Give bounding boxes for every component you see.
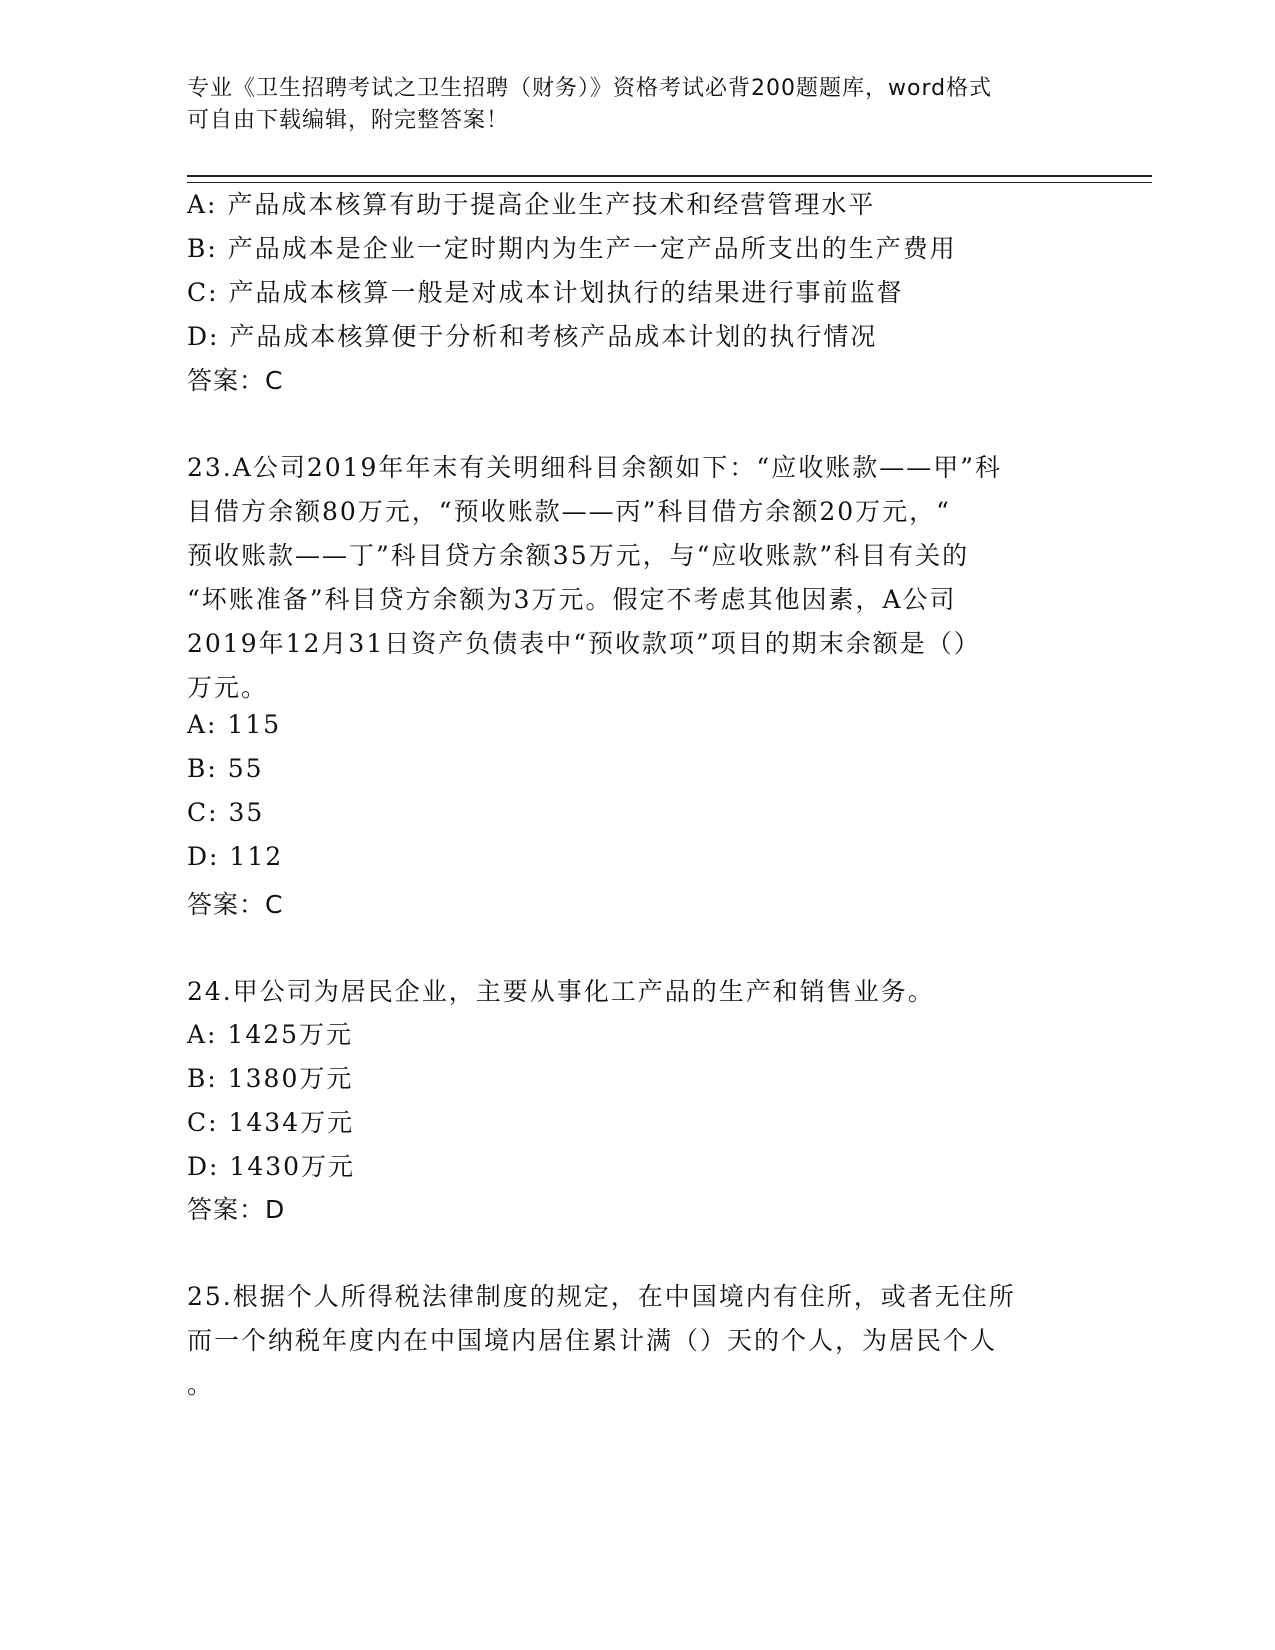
option-a: A: 产品成本核算有助于提高企业生产技术和经营管理水平 xyxy=(187,190,876,219)
option-a: A: 1425万元 xyxy=(187,1020,354,1049)
option-d: D: 112 xyxy=(187,842,284,871)
question-stem-line: 24.甲公司为居民企业，主要从事化工产品的生产和销售业务。 xyxy=(187,977,935,1006)
header-line-1: 专业《卫生招聘考试之卫生招聘（财务）》资格考试必背200题题库，word格式 xyxy=(187,76,993,101)
question-stem-line: 万元。 xyxy=(187,673,269,702)
question-stem-line: 2019年12月31日资产负债表中“预收款项”项目的期末余额是（） xyxy=(187,629,981,658)
question-stem-line: 而一个纳税年度内在中国境内居住累计满（）天的个人，为居民个人 xyxy=(187,1326,998,1355)
header-rule-thin xyxy=(187,182,1152,183)
question-stem-line: 预收账款——丁”科目贷方余额35万元，与“应收账款”科目有关的 xyxy=(187,541,970,570)
option-d: D: 1430万元 xyxy=(187,1152,356,1181)
question-stem-line: 25.根据个人所得税法律制度的规定，在中国境内有住所，或者无住所 xyxy=(187,1282,1016,1311)
option-b: B: 1380万元 xyxy=(187,1064,354,1093)
option-a: A: 115 xyxy=(187,710,282,739)
option-c: C: 35 xyxy=(187,798,265,827)
question-stem-line: 23.A公司2019年年末有关明细科目余额如下：“应收账款——甲”科 xyxy=(187,453,1002,482)
option-c: C: 1434万元 xyxy=(187,1108,355,1137)
document-header xyxy=(187,73,1067,137)
answer-label: 答案：D xyxy=(187,1195,286,1224)
option-c: C: 产品成本核算一般是对成本计划执行的结果进行事前监督 xyxy=(187,278,904,307)
answer-label: 答案：C xyxy=(187,366,284,395)
question-stem-line: 。 xyxy=(187,1370,215,1399)
question-stem-line: 目借方余额80万元，“预收账款——丙”科目借方余额20万元，“ xyxy=(187,497,951,526)
option-b: B: 55 xyxy=(187,754,264,783)
option-b: B: 产品成本是企业一定时期内为生产一定产品所支出的生产费用 xyxy=(187,234,957,263)
question-stem-line: “坏账准备”科目贷方余额为3万元。假定不考虑其他因素，A公司 xyxy=(187,585,957,614)
header-line-2: 可自由下载编辑，附完整答案！ xyxy=(187,108,510,133)
answer-label: 答案：C xyxy=(187,890,284,919)
option-d: D: 产品成本核算便于分析和考核产品成本计划的执行情况 xyxy=(187,322,878,351)
header-rule-thick xyxy=(187,175,1152,177)
